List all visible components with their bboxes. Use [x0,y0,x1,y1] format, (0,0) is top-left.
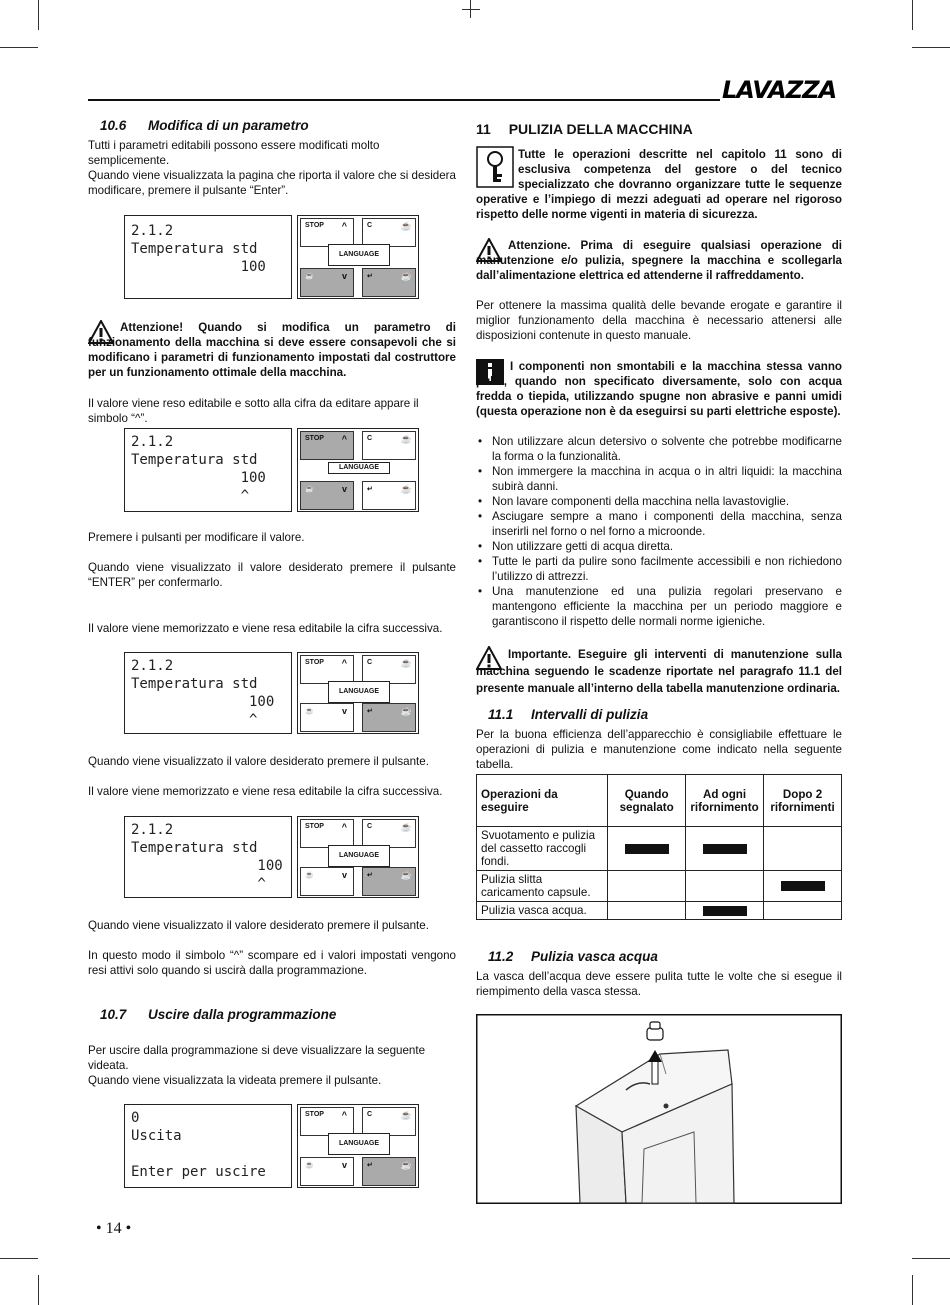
operation-cell: Pulizia slitta caricamento capsule. [477,871,608,902]
enter-icon: ↵ [367,872,373,879]
operation-cell: Svuotamento e pulizia del cassetto raccogli fondi. [477,827,608,871]
stop-up-button[interactable] [300,218,354,247]
cup-down-button[interactable] [300,867,354,896]
section-heading-11-2 [488,949,658,964]
bullet-list [476,434,842,629]
cup-icon: ☕ [305,486,314,493]
cup-icon: ☕ [400,1160,412,1170]
cup-icon: ☕ [400,271,412,281]
key-note-text: Tutte le operazioni descritte nel capitolo 11 sono di esclusiva competenza del gestore o del tecnico specializzato che dovranno organizzare tutte le sequenze operative e l’impiego di mezzi adeguati ad operare nel rigoroso rispetto delle norme vigenti in materia di sicurezza. [476,148,842,221]
interval-cell [686,871,764,902]
interval-mark [703,906,747,916]
control-keypad [297,428,419,512]
section-title: PULIZIA DELLA MACCHINA [508,121,693,137]
maintenance-table [476,774,842,920]
table-header-row [477,775,842,827]
interval-mark [781,881,825,891]
column-header: Dopo 2 rifornimenti [764,775,842,827]
cup-icon: ☕ [400,484,412,494]
paragraph: Per ottenere la massima qualità delle bevande erogate e garantire il miglior funzionamento della macchina è necessario attenersi alle disposizioni contenute in questo manuale. [476,299,842,342]
cup-down-button[interactable] [300,1157,354,1186]
cup-icon: ☕ [400,434,412,444]
table-row [477,871,842,902]
paragraph: Quando viene visualizzato il valore desiderato premere il pulsante. [88,755,429,768]
section-heading-10-7 [100,1007,336,1022]
crop-mark [0,47,38,48]
stop-label: STOP [305,659,324,666]
paragraph: Quando viene visualizzata la videata premere il pulsante. [88,1074,382,1087]
language-button[interactable]: LANGUAGE [328,244,390,266]
paragraph: Quando viene visualizzato il valore desiderato premere il pulsante. [88,919,429,932]
paragraph: Premere i pulsanti per modificare il valore. [88,531,305,544]
header-rule [88,99,720,101]
stop-label: STOP [305,823,324,830]
section-heading-10-6 [100,118,309,133]
stop-label: STOP [305,1111,324,1118]
down-arrow-icon: v [341,870,347,880]
enter-button[interactable] [362,1157,416,1186]
brand-logo [722,76,844,104]
warning-text: Attenzione. Prima di eseguire qualsiasi operazione di manutenzione e/o pulizia, spegnere la macchina e scollegarla dall’alimentazione elettrica ed attenderne il raffreddamento. [476,239,842,282]
enter-button[interactable] [362,867,416,896]
enter-button[interactable] [362,481,416,510]
up-arrow-icon: ^ [341,658,347,668]
warning-text: Importante. Eseguire gli interventi di manutenzione sulla macchina seguendo le scadenze riportate nel paragrafo 11.1 del presente manuale all’interno della tabella manutenzione ordinaria. [476,648,842,695]
stop-up-button[interactable] [300,1107,354,1136]
control-keypad [297,215,419,299]
interval-cell [608,902,686,920]
up-arrow-icon: ^ [341,221,347,231]
interval-cell [686,902,764,920]
language-button[interactable]: LANGUAGE [328,1133,390,1155]
table-row [477,827,842,871]
c-label: C [367,435,373,442]
cup-icon: ☕ [400,706,412,716]
interval-cell [686,827,764,871]
paragraph: Per uscire dalla programmazione si deve visualizzare la seguente videata. [88,1044,426,1072]
column-header: Operazioni da eseguire [477,775,608,827]
cup-icon: ☕ [400,658,412,668]
lcd-display: 0 Uscita Enter per uscire [124,1104,292,1188]
down-arrow-icon: v [341,1160,347,1170]
language-button[interactable]: LANGUAGE [328,845,390,867]
paragraph: La vasca dell’acqua deve essere pulita tutte le volte che si esegue il riempimento della vasca stessa. [476,970,842,998]
cup-icon: ☕ [305,1162,314,1169]
c-label: C [367,1111,373,1118]
cup-down-button[interactable] [300,268,354,297]
crop-mark [38,1275,39,1305]
crop-mark [912,47,950,48]
water-tank-illustration [476,1014,842,1204]
stop-up-button[interactable] [300,819,354,848]
paragraph: Tutti i parametri editabili possono essere modificati molto semplicemente. [88,139,380,167]
crop-mark [0,1258,38,1259]
c-button[interactable] [362,1107,416,1136]
section-title: Uscire dalla programmazione [148,1007,337,1022]
lcd-display: 2.1.2 Temperatura std 100 ^ [124,428,292,512]
section-number: 10.6 [100,118,127,133]
control-keypad [297,1104,419,1188]
list-item: • Non utilizzare alcun detersivo o solvente che potrebbe modificarne la forma o la funzionalità. [476,434,842,464]
interval-mark [625,844,669,854]
lcd-display: 2.1.2 Temperatura std 100 ^ [124,816,292,898]
section-number: 10.7 [100,1007,127,1022]
paragraph: In questo modo il simbolo “^” scompare ed i valori impostati vengono resi attivi solo quando si uscirà dalla programmazione. [88,949,456,977]
interval-cell [608,827,686,871]
crop-mark [912,1258,950,1259]
cup-icon: ☕ [400,822,412,832]
interval-cell [608,871,686,902]
stop-label: STOP [305,435,324,442]
control-keypad [297,652,419,734]
cup-down-button[interactable] [300,481,354,510]
lcd-display: 2.1.2 Temperatura std 100 [124,215,292,299]
cup-icon: ☕ [305,273,314,280]
paragraph: Per la buona efficienza dell’apparecchio è consigliabile effettuare le operazioni di pulizia e manutenzione come indicato nella seguente tabella. [476,728,842,771]
section-number: 11.2 [488,949,514,964]
warning-lead: Attenzione! [120,321,184,334]
cup-icon: ☕ [305,708,314,715]
stop-label: STOP [305,222,324,229]
interval-cell [764,902,842,920]
info-note: I componenti non smontabili e la macchina stessa vanno puliti, quando non specificato diversamente, solo con acqua fredda o tiepida, utilizzando spugne non abrasive e panni umidi (questa operazione non è da eseguirsi su parti elettriche esposte). [476,360,842,418]
paragraph: Quando viene visualizzata la pagina che riporta il valore che si desidera modificare, premere il pulsante “Enter”. [88,169,456,197]
enter-button[interactable] [362,268,416,297]
paragraph: Quando viene visualizzato il valore desiderato premere il pulsante “ENTER” per confermarlo. [88,561,456,589]
list-item: • Non lavare componenti della macchina nella lavastoviglie. [476,494,842,509]
brand-logo-text: LAVAZZA [722,76,837,104]
language-button[interactable]: LANGUAGE [328,462,390,474]
crop-mark [912,1275,913,1305]
c-button[interactable] [362,655,416,684]
list-item: • Non utilizzare getti di acqua diretta. [476,539,842,554]
column-header: Ad ogni rifornimento [686,775,764,827]
enter-icon: ↵ [367,486,373,493]
paragraph: Il valore viene memorizzato e viene resa editabile la cifra successiva. [88,785,443,798]
page-number: • 14 • [96,1220,132,1237]
down-arrow-icon: v [341,706,347,716]
warning-body: Quando si modifica un parametro di funzionamento della macchina si deve essere consapevoli che si modificano i parametri di funzionamento impostati dal costruttore per un funzionamento ottimale della macchina. [88,321,456,379]
c-button[interactable] [362,431,416,460]
stop-up-button[interactable] [300,655,354,684]
section-title: Pulizia vasca acqua [531,949,658,964]
down-arrow-icon: v [341,271,347,281]
section-title: Intervalli di pulizia [531,707,649,722]
language-button[interactable]: LANGUAGE [328,681,390,703]
crop-mark [912,0,913,30]
column-header: Quando segnalato [608,775,686,827]
section-number: 11 [476,121,491,137]
table-row [477,902,842,920]
list-item: • Una manutenzione ed una pulizia regolari preservano e mantengono efficiente la macchina per un periodo maggiore e garantiscono il rispetto delle normali norme igieniche. [476,584,842,629]
list-item: • Asciugare sempre a mano i componenti della macchina, senza inserirli nel forno o nel forno a microonde. [476,509,842,539]
operation-cell: Pulizia vasca acqua. [477,902,608,920]
c-label: C [367,659,373,666]
interval-cell [764,827,842,871]
control-keypad [297,816,419,898]
stop-up-button[interactable] [300,431,354,460]
list-item: • Tutte le parti da pulire sono facilmente accessibili e non richiedono l’utilizzo di attrezzi. [476,554,842,584]
paragraph: Il valore viene reso editabile e sotto alla cifra da editare appare il simbolo “^”. [88,397,419,425]
cup-icon: ☕ [400,1110,412,1120]
c-label: C [367,823,373,830]
interval-cell [764,871,842,902]
c-button[interactable] [362,819,416,848]
cup-down-button[interactable] [300,703,354,732]
section-number: 11.1 [488,707,514,722]
enter-button[interactable] [362,703,416,732]
enter-icon: ↵ [367,708,373,715]
down-arrow-icon: v [341,484,347,494]
section-heading-11-1 [488,707,648,722]
interval-mark [703,844,747,854]
up-arrow-icon: ^ [341,1110,347,1120]
cup-icon: ☕ [305,872,314,879]
c-label: C [367,222,373,229]
list-item: • Non immergere la macchina in acqua o in altri liquidi: la macchina subirà danni. [476,464,842,494]
cup-icon: ☕ [400,870,412,880]
key-note [476,147,842,222]
enter-icon: ↵ [367,1162,373,1169]
cup-icon: ☕ [400,221,412,231]
section-heading-11 [476,121,693,137]
crop-mark [462,9,480,10]
enter-icon: ↵ [367,273,373,280]
crop-mark [38,0,39,30]
c-button[interactable] [362,218,416,247]
paragraph: Il valore viene memorizzato e viene resa editabile la cifra successiva. [88,622,443,635]
lcd-display: 2.1.2 Temperatura std 100 ^ [124,652,292,734]
up-arrow-icon: ^ [341,822,347,832]
section-title: Modifica di un parametro [148,118,309,133]
up-arrow-icon: ^ [341,434,347,444]
warning-text [88,320,456,380]
